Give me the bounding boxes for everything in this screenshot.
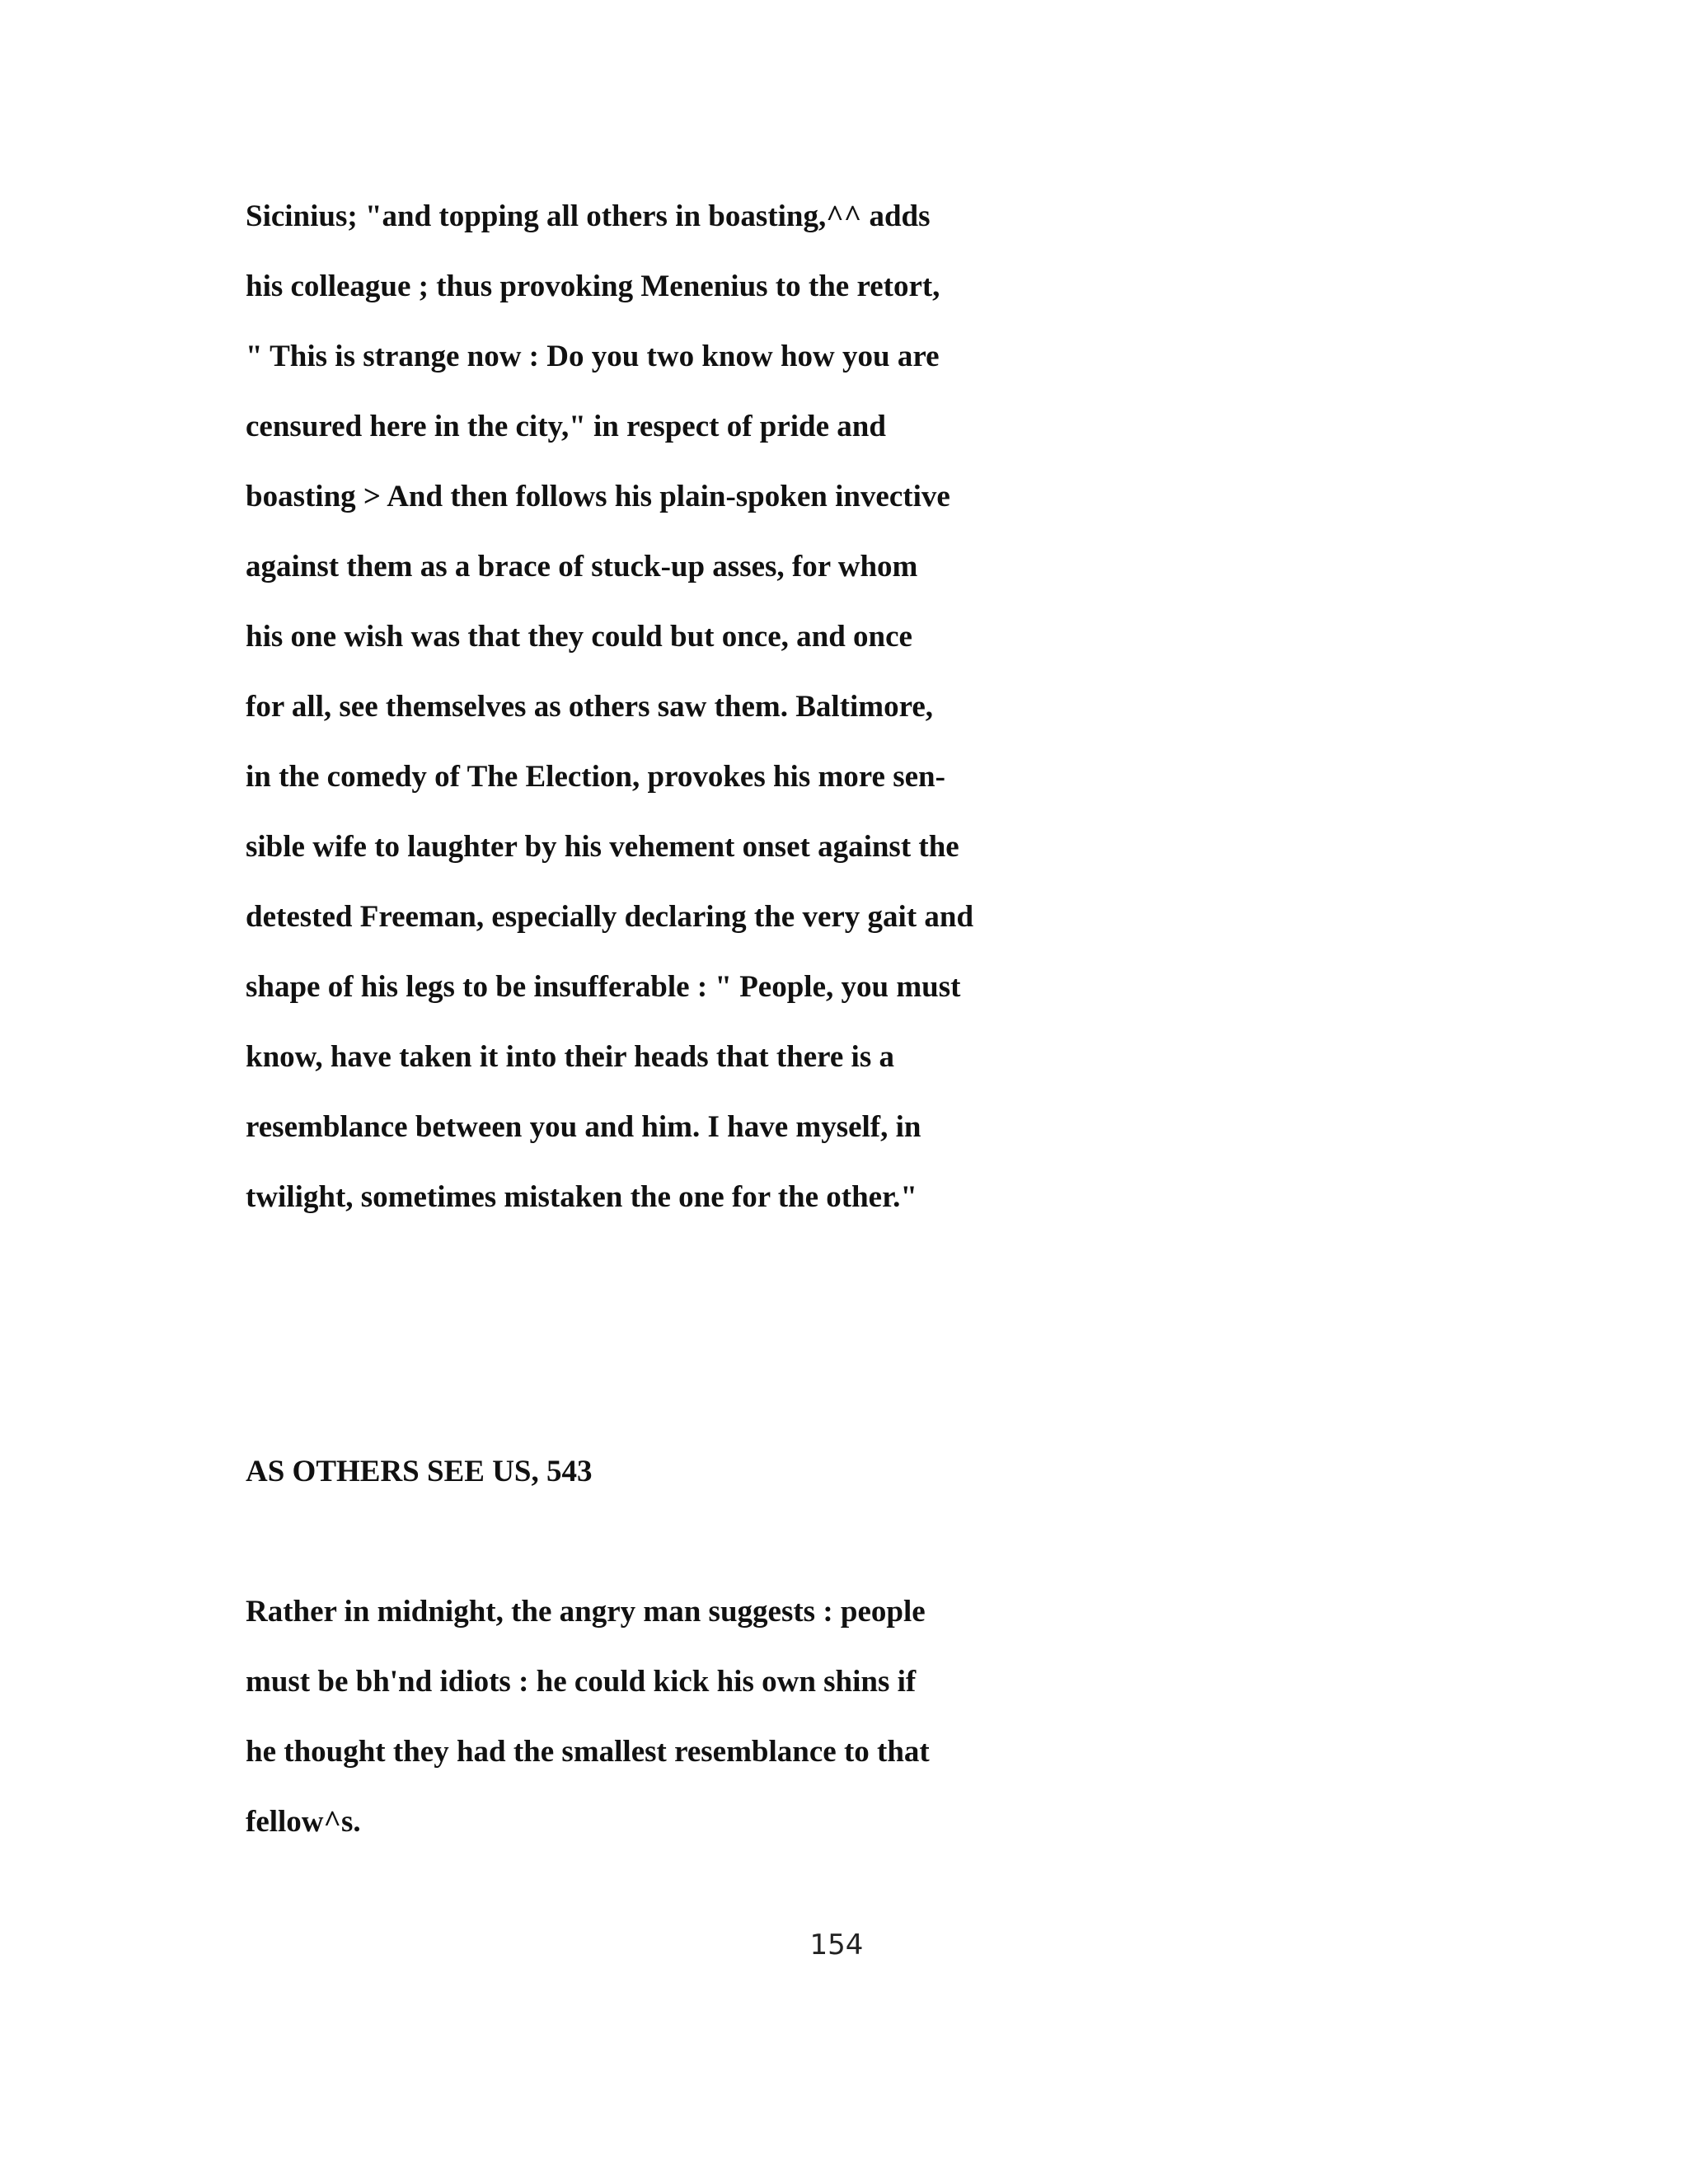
text-line: censured here in the city," in respect of pride and xyxy=(246,410,886,443)
text-line: resemblance between you and him. I have myself, in xyxy=(246,1110,921,1144)
text-line: his colleague ; thus provoking Menenius to the retort, xyxy=(246,269,940,303)
text-line: in the comedy of The Election, provokes his more sen- xyxy=(246,760,945,794)
text-line: Sicinius; "and topping all others in boasting,^^ adds xyxy=(246,199,931,233)
text-line: against them as a brace of stuck-up asses, for whom xyxy=(246,550,918,583)
paragraph-2 xyxy=(246,1577,1482,1857)
text-line: twilight, sometimes mistaken the one for the other." xyxy=(246,1180,917,1214)
text-line: he thought they had the smallest resemblance to that xyxy=(246,1735,930,1769)
text-line: detested Freeman, especially declaring the very gait and xyxy=(246,900,974,934)
text-line: must be bh'nd idiots : he could kick his own shins if xyxy=(246,1665,917,1699)
text-line: know, have taken it into their heads that there is a xyxy=(246,1040,894,1074)
text-line: fellow^s. xyxy=(246,1805,361,1839)
running-heading xyxy=(246,1436,1482,1507)
heading-text: AS OTHERS SEE US, 543 xyxy=(246,1455,593,1488)
paragraph-1 xyxy=(246,181,1482,1232)
page-number: 154 xyxy=(809,1929,864,1961)
text-line: his one wish was that they could but once, and once xyxy=(246,620,912,654)
text-line: for all, see themselves as others saw them. Baltimore, xyxy=(246,690,934,724)
text-line: sible wife to laughter by his vehement onset against the xyxy=(246,830,959,864)
text-line: shape of his legs to be insufferable : " People, you must xyxy=(246,970,961,1004)
text-line: boasting > And then follows his plain-spoken invective xyxy=(246,480,950,513)
text-line: Rather in midnight, the angry man suggests : people xyxy=(246,1595,926,1629)
text-line: " This is strange now : Do you two know how you are xyxy=(246,340,940,373)
